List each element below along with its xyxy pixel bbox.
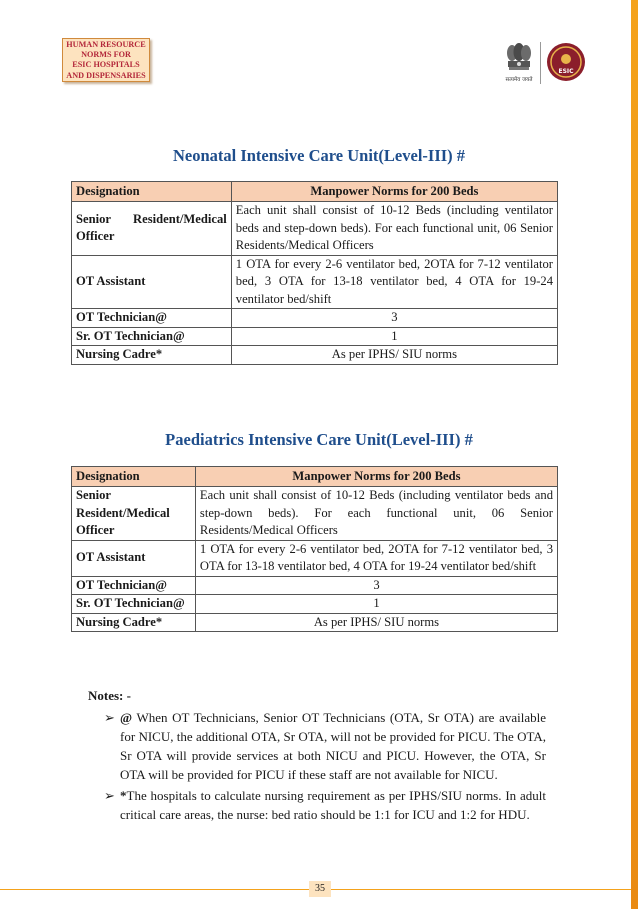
table-row	[72, 202, 558, 256]
arrow-bullet-icon: ➢	[104, 710, 115, 725]
norm-cell: 1	[231, 327, 557, 346]
badge-line-1: HUMAN RESOURCE	[66, 40, 146, 49]
norm-cell: 1	[195, 595, 557, 614]
norm-cell: 1 OTA for every 2-6 ventilator bed, 2OTA for 7-12 ventilator bed, 3 OTA for 13-18 ventilator bed, 4 OTA for 19-24 ventilator bed/shift	[231, 255, 557, 309]
designation-cell: Senior Resident/Medical Officer	[72, 202, 232, 256]
side-accent-bar	[631, 0, 638, 909]
page-number: 35	[309, 881, 331, 897]
table-row	[72, 327, 558, 346]
nicu-title: Neonatal Intensive Care Unit(Level-III) #	[172, 146, 466, 165]
col-designation-header: Designation	[72, 467, 196, 487]
designation-cell: OT Assistant	[72, 540, 196, 576]
note-text: The hospitals to calculate nursing requirement as per IPHS/SIU norms. In adult critical care areas, the nurse: bed ratio should be 1:1 for ICU and 1:2 for HDU.	[120, 788, 546, 822]
note-item	[104, 786, 546, 824]
table-row	[72, 309, 558, 328]
picu-table	[71, 466, 558, 632]
note-item	[104, 708, 546, 784]
notes-list	[104, 708, 546, 826]
note-lead: *	[120, 788, 127, 803]
table-row	[72, 613, 558, 632]
national-emblem-icon	[504, 40, 534, 86]
table-row	[72, 346, 558, 365]
notes-heading: Notes: -	[88, 688, 131, 703]
table-row	[72, 255, 558, 309]
note-text: When OT Technicians, Senior OT Technicians (OTA, Sr OTA) are available for NICU, the additional OTA, Sr OTA, will not be provided for PICU. The OTA, Sr OTA will provide services at both NICU and PICU. However, the OTA, Sr OTA will be provided for PICU if these staff are not available for NICU.	[120, 710, 546, 782]
logo-divider	[540, 42, 541, 84]
picu-title: Paediatrics Intensive Care Unit(Level-III) #	[165, 430, 473, 449]
designation-cell: Nursing Cadre*	[72, 346, 232, 365]
col-norms-header: Manpower Norms for 200 Beds	[195, 467, 557, 487]
designation-cell: OT Technician@	[72, 309, 232, 328]
norm-cell: 1 OTA for every 2-6 ventilator bed, 2OTA for 7-12 ventilator bed, 3 OTA for 13-18 ventilator bed, 4 OTA for 19-24 ventilator bed/shift	[195, 540, 557, 576]
esic-logo-icon	[546, 42, 586, 82]
badge-line-2: NORMS FOR	[81, 50, 131, 60]
designation-cell: Sr. OT Technician@	[72, 595, 196, 614]
esic-logo-text: ESIC	[558, 68, 574, 75]
norm-cell: Each unit shall consist of 10-12 Beds (including ventilator beds and step-down beds). For each functional unit, 06 Senior Residents/Medical Officers	[195, 487, 557, 541]
norm-cell: 3	[231, 309, 557, 328]
designation-cell: Sr. OT Technician@	[72, 327, 232, 346]
table-row	[72, 576, 558, 595]
norm-cell: Each unit shall consist of 10-12 Beds (including ventilator beds and step-down beds). For each functional unit, 06 Senior Residents/Medical Officers	[231, 202, 557, 256]
col-norms-header: Manpower Norms for 200 Beds	[231, 182, 557, 202]
table-row	[72, 540, 558, 576]
norm-cell: As per IPHS/ SIU norms	[195, 613, 557, 632]
note-lead: @	[120, 710, 133, 725]
norm-cell: 3	[195, 576, 557, 595]
table-row	[72, 595, 558, 614]
designation-cell: OT Assistant	[72, 255, 232, 309]
nicu-table	[71, 181, 558, 365]
document-badge	[62, 38, 150, 82]
table-header-row	[72, 467, 558, 487]
table-header-row	[72, 182, 558, 202]
badge-line-3: ESIC HOSPITALS	[72, 60, 140, 70]
designation-cell: Senior Resident/Medical Officer	[72, 487, 196, 541]
col-designation-header: Designation	[72, 182, 232, 202]
designation-cell: Nursing Cadre*	[72, 613, 196, 632]
designation-cell: OT Technician@	[72, 576, 196, 595]
emblem-caption: सत्यमेव जयते	[505, 77, 533, 83]
arrow-bullet-icon: ➢	[104, 788, 115, 803]
badge-line-4: AND DISPENSARIES	[66, 70, 146, 80]
norm-cell: As per IPHS/ SIU norms	[231, 346, 557, 365]
table-row	[72, 487, 558, 541]
